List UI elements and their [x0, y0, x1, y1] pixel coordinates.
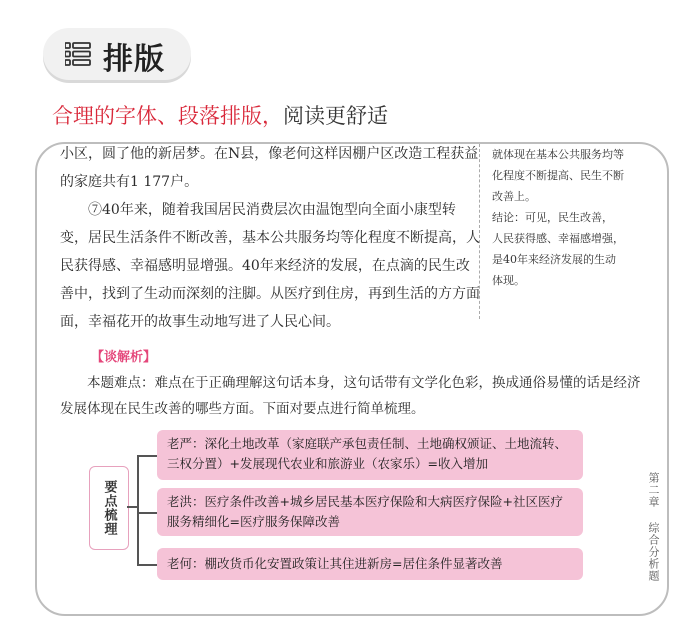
chapter-side-tab: 第二章 综合分析题 [647, 472, 660, 582]
connector-line [137, 455, 139, 565]
main-paragraph-1: 小区，圆了他的新居梦。在N县，像老何这样因棚户区改造工程获益的家庭共有1 177户。 [60, 146, 479, 190]
subtitle [52, 100, 388, 130]
list-icon [65, 42, 91, 66]
analysis-paragraph: 本题难点：难点在于正确理解这句话本身，这句话带有文学化色彩，换成通俗易懂的话是经济发展体现在民生改善的哪些方面。下面对要点进行简单梳理。 [60, 375, 641, 417]
side-note-line: 改善上。 [492, 190, 536, 203]
side-note-line: 就体现在基本公共服务均等 [492, 148, 624, 161]
main-text [60, 146, 480, 336]
connector-line [137, 564, 157, 566]
side-note-line: 化程度不断提高、民生不断 [492, 169, 624, 182]
key-point-item: 老洪：医疗条件改善+城乡居民基本医疗保险和大病医疗保险+社区医疗服务精细化=医疗服务保障改善 [157, 488, 583, 536]
badge-label: 排版 [103, 42, 165, 77]
subtitle-highlight: 合理的字体、段落排版， [52, 104, 283, 128]
analysis-body [60, 370, 650, 422]
key-point-item: 老严：深化土地改革（家庭联产承包责任制、土地确权颁证、土地流转、三权分置）+发展现代农业和旅游业（农家乐）=收入增加 [157, 430, 583, 480]
connector-line [137, 512, 157, 514]
connector-line [137, 455, 157, 457]
side-note-line: 体现。 [492, 274, 525, 287]
key-point-item: 老何：棚改货币化安置政策让其住进新房=居住条件显著改善 [157, 548, 583, 580]
connector-line [127, 506, 137, 508]
key-points-label: 要点梳理 [89, 466, 129, 550]
side-note-line: 是40年来经济发展的生动 [492, 253, 616, 266]
side-note-line: 结论：可见，民生改善， [492, 211, 613, 224]
column-divider [479, 144, 480, 319]
subtitle-rest: 阅读更舒适 [283, 104, 388, 128]
side-note-line: 人民获得感、幸福感增强， [492, 232, 624, 245]
main-paragraph-2: ⑦40年来，随着我国居民消费层次由温饱型向全面小康型转变，居民生活条件不断改善，基本公共服务均等化程度不断提高，人民获得感、幸福感明显增强。40年来经济的发展，在点滴的民生改善中，找到了生动而深刻的注脚。从医疗到住房，再到生活的方方面面，幸福花开的故事生动地写进了人民心间。 [60, 202, 480, 330]
side-note [492, 144, 652, 291]
section-badge [43, 28, 191, 80]
analysis-title: 【谈解析】 [91, 350, 157, 365]
book-page-panel [35, 142, 669, 616]
